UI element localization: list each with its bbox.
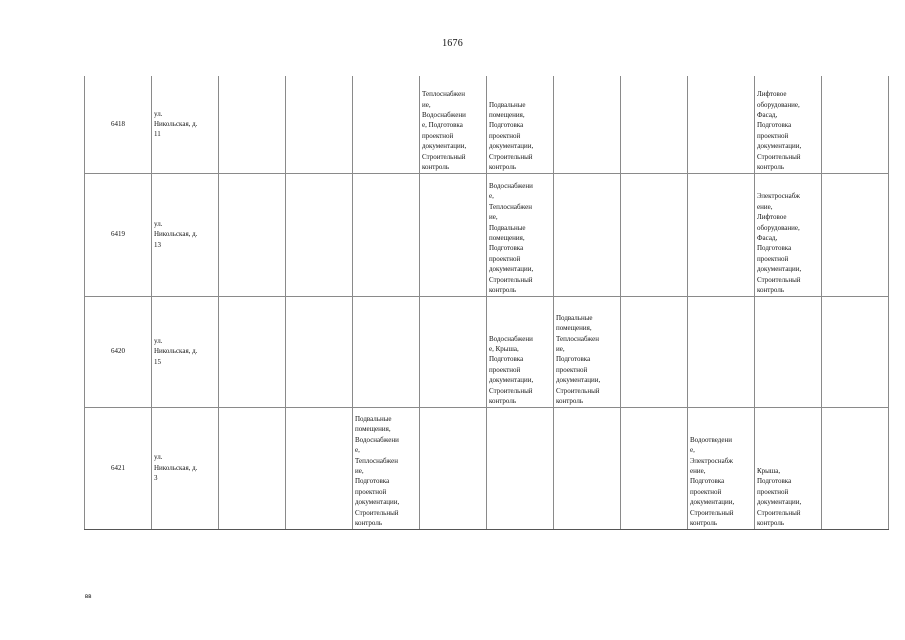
- work-cell: [621, 173, 688, 296]
- work-cell: Водоотведени е, Электроснабж ение, Подготовка проектной документации, Строительный контроль: [688, 407, 755, 529]
- work-cell: [353, 296, 420, 407]
- work-cell: [822, 76, 889, 173]
- work-cell: [286, 407, 353, 529]
- work-cell: [219, 76, 286, 173]
- work-cell: [219, 407, 286, 529]
- address-cell: ул. Никольская, д. 11: [152, 76, 219, 173]
- row-number: 6421: [85, 407, 152, 529]
- work-cell: [688, 296, 755, 407]
- table-row: [85, 296, 889, 407]
- work-cell: [822, 296, 889, 407]
- work-cell: [554, 407, 621, 529]
- work-cell: Теплоснабжен ие, Водоснабжени е, Подготовка проектной документации, Строительный контроль: [420, 76, 487, 173]
- work-cell: [755, 296, 822, 407]
- registry-table: [84, 76, 889, 530]
- table-row: [85, 76, 889, 173]
- work-cell: [286, 173, 353, 296]
- row-number: 6419: [85, 173, 152, 296]
- work-cell: Электроснабж ение, Лифтовое оборудование, Фасад, Подготовка проектной документации, Строительный контроль: [755, 173, 822, 296]
- work-cell: Лифтовое оборудование, Фасад, Подготовка проектной документации, Строительный контроль: [755, 76, 822, 173]
- work-cell: [621, 407, 688, 529]
- address-cell: ул. Никольская, д. 13: [152, 173, 219, 296]
- address-cell: ул. Никольская, д. 15: [152, 296, 219, 407]
- page-number: 1676: [442, 38, 463, 49]
- work-cell: Подвальные помещения, Водоснабжени е, Теплоснабжен ие, Подготовка проектной документации, Строительный контроль: [353, 407, 420, 529]
- work-cell: [822, 407, 889, 529]
- work-cell: [219, 296, 286, 407]
- work-cell: Подвальные помещения, Подготовка проектной документации, Строительный контроль: [487, 76, 554, 173]
- row-number: 6420: [85, 296, 152, 407]
- work-cell: [554, 173, 621, 296]
- work-cell: [487, 407, 554, 529]
- work-cell: [286, 76, 353, 173]
- row-number: 6418: [85, 76, 152, 173]
- work-cell: [688, 76, 755, 173]
- work-cell: [219, 173, 286, 296]
- work-cell: Водоснабжени е, Крыша, Подготовка проектной документации, Строительный контроль: [487, 296, 554, 407]
- address-cell: ул. Никольская, д. 3: [152, 407, 219, 529]
- work-cell: [353, 173, 420, 296]
- table-row: [85, 407, 889, 529]
- work-cell: [420, 296, 487, 407]
- work-cell: [420, 173, 487, 296]
- work-cell: [286, 296, 353, 407]
- work-cell: [353, 76, 420, 173]
- work-cell: [420, 407, 487, 529]
- work-cell: Водоснабжени е, Теплоснабжен ие, Подвальные помещения, Подготовка проектной документации, Строительный контроль: [487, 173, 554, 296]
- work-cell: Крыша, Подготовка проектной документации, Строительный контроль: [755, 407, 822, 529]
- work-cell: [621, 296, 688, 407]
- work-cell: [688, 173, 755, 296]
- table-row: [85, 173, 889, 296]
- work-cell: [822, 173, 889, 296]
- work-cell: Подвальные помещения, Теплоснабжен ие, Подготовка проектной документации, Строительный контроль: [554, 296, 621, 407]
- work-cell: [554, 76, 621, 173]
- work-cell: [621, 76, 688, 173]
- footer-mark: вв: [85, 594, 92, 600]
